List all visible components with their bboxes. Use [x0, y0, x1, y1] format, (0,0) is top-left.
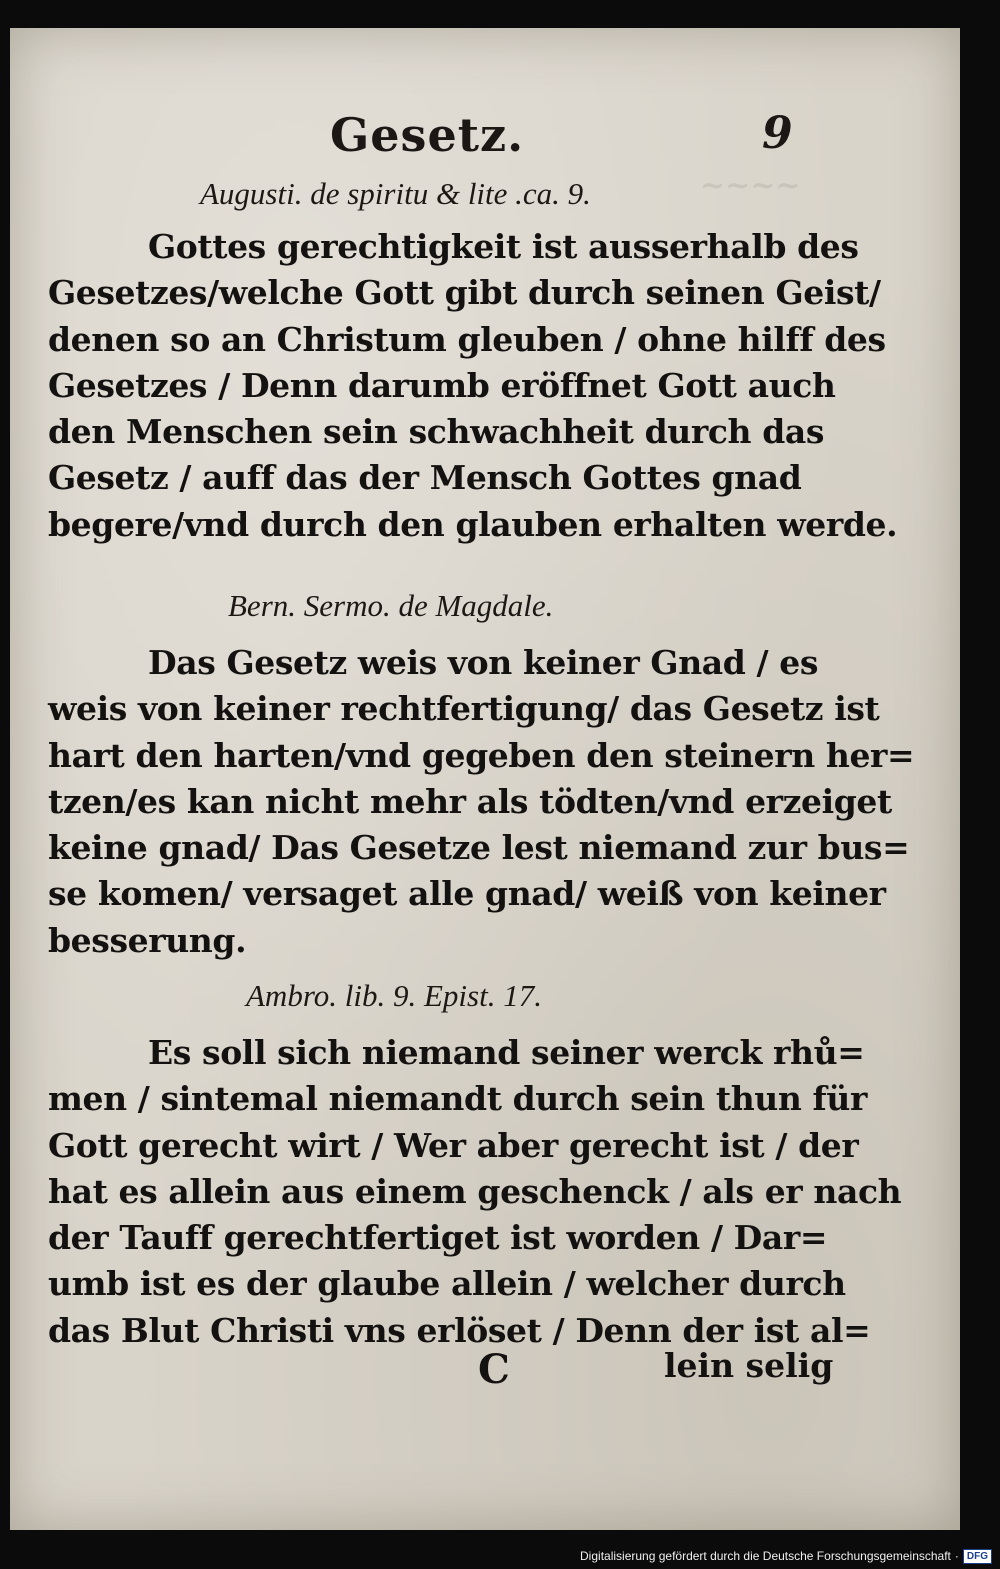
funding-credit: Digitalisierung gefördert durch die Deutsche Forschungsgemeinschaft: [580, 1549, 951, 1563]
paragraph-ambrose: [48, 1030, 902, 1354]
dfg-logo-icon: DFG: [963, 1549, 992, 1564]
text-line: der Tauff gerechtfertiget ist worden / Dar=: [48, 1218, 828, 1258]
paragraph-bernard: [48, 640, 915, 964]
text-line: weis von keiner rechtfertigung/ das Gesetz ist: [48, 689, 880, 729]
page-number: 9: [762, 108, 793, 159]
text-line: den Menschen sein schwachheit durch das: [48, 412, 825, 452]
text-line: das Blut Christi vns erlöset / Denn der ist al=: [48, 1310, 871, 1350]
text-line: Gesetzes / Denn darumb eröffnet Gott auch: [48, 365, 836, 405]
text-line: se komen/ versaget alle gnad/ weiß von keiner: [48, 874, 886, 914]
text-line: Das Gesetz weis von keiner Gnad / es: [148, 643, 819, 682]
text-line: keine gnad/ Das Gesetze lest niemand zur bus=: [48, 828, 910, 868]
digitization-footer: [580, 1545, 992, 1567]
citation-bernard: Bern. Sermo. de Magdale.: [228, 588, 554, 623]
text-line: besserung.: [48, 920, 247, 960]
text-line: begere/vnd durch den glauben erhalten werde.: [48, 504, 898, 544]
text-line: Gesetzes/welche Gott gibt durch seinen Geist/: [48, 273, 881, 313]
text-line: Gesetz / auff das der Mensch Gottes gnad: [48, 458, 802, 498]
text-line: Es soll sich niemand seiner werck rhů=: [148, 1033, 865, 1072]
bleed-through-text: ~~~~: [700, 168, 801, 203]
text-line: Gott gerecht wirt / Wer aber gerecht ist / der: [48, 1125, 859, 1165]
text-line: denen so an Christum gleuben / ohne hilff des: [48, 319, 886, 359]
text-line: umb ist es der glaube allein / welcher durch: [48, 1264, 846, 1304]
text-line: hat es allein aus einem geschenck / als er nach: [48, 1171, 902, 1211]
paragraph-augustine: [48, 224, 898, 548]
signature-mark: C: [478, 1346, 510, 1393]
book-page: [10, 28, 960, 1530]
text-line: Gottes gerechtigkeit ist ausserhalb des: [148, 227, 859, 266]
citation-augustine: Augusti. de spiritu & lite .ca. 9.: [200, 176, 591, 211]
separator: ·: [954, 1549, 959, 1563]
citation-ambrose: Ambro. lib. 9. Epist. 17.: [246, 978, 542, 1013]
text-line: tzen/es kan nicht mehr als tödten/vnd erzeiget: [48, 781, 892, 821]
running-title: Gesetz.: [330, 108, 525, 162]
catchword: lein selig: [664, 1346, 834, 1385]
text-line: hart den harten/vnd gegeben den steinern her=: [48, 735, 915, 775]
text-line: men / sintemal niemandt durch sein thun für: [48, 1079, 867, 1119]
